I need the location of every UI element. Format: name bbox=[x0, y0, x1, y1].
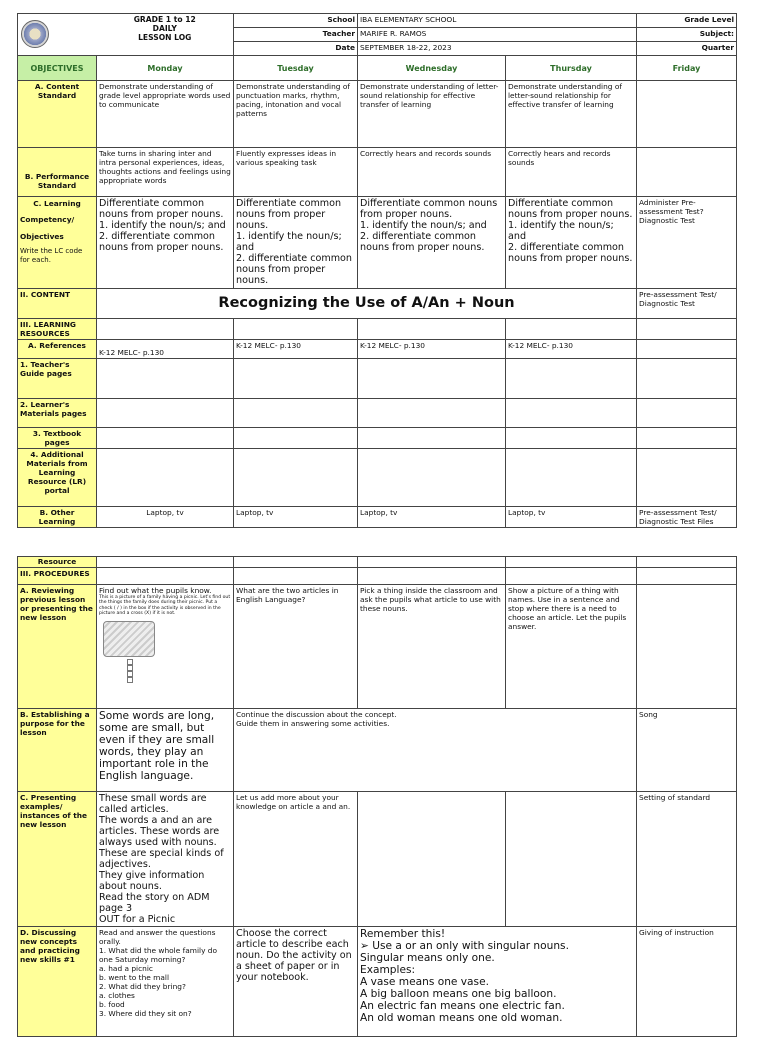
learning-resources-friday bbox=[637, 319, 737, 340]
lc-label-a: C. Learning bbox=[33, 199, 81, 208]
procedures-wednesday bbox=[358, 568, 506, 585]
establishing-label: B. Establishing a purpose for the lesson bbox=[18, 709, 97, 792]
discussing-label: D. Discussing new concepts and practicing new skills #1 bbox=[18, 927, 97, 1037]
learning-resources-monday bbox=[97, 319, 234, 340]
performance-standard-tuesday: Fluently expresses ideas in various speaking task bbox=[234, 148, 358, 197]
learners-materials-tuesday bbox=[234, 399, 358, 428]
procedures-label: III. PROCEDURES bbox=[18, 568, 97, 585]
reviewing-friday bbox=[637, 585, 737, 709]
performance-standard-wednesday: Correctly hears and records sounds bbox=[358, 148, 506, 197]
textbook-label: 3. Textbook pages bbox=[18, 428, 97, 449]
title-line-2: DAILY bbox=[152, 24, 177, 33]
reviewing-tuesday: What are the two articles in English Language? bbox=[234, 585, 358, 709]
lc-label-c: Objectives bbox=[20, 232, 64, 241]
reviewing-monday bbox=[97, 585, 234, 709]
teachers-guide-monday bbox=[97, 359, 234, 399]
teacher-value: MARIFE R. RAMOS bbox=[358, 28, 637, 42]
thursday-header: Thursday bbox=[506, 56, 637, 81]
grade-level-label: Grade Level bbox=[637, 14, 737, 28]
teachers-guide-tuesday bbox=[234, 359, 358, 399]
title-line-1: GRADE 1 to 12 bbox=[133, 15, 196, 24]
learning-competency-label bbox=[18, 197, 97, 289]
discussing-monday: Read and answer the questions orally. 1. What did the whole family do one Saturday morning? a. had a picnic b. went to the mall 2. What did they bring? a. clothes b. food 3. Where did they sit on? bbox=[97, 927, 234, 1037]
additional-materials-label: 4. Additional Materials from Learning Resource (LR) portal bbox=[18, 449, 97, 507]
reviewing-wednesday: Pick a thing inside the classroom and ask the pupils what article to use with these nouns. bbox=[358, 585, 506, 709]
establishing-tue-thu: Continue the discussion about the concept. Guide them in answering some activities. bbox=[234, 709, 637, 792]
friday-header: Friday bbox=[637, 56, 737, 81]
learners-materials-friday bbox=[637, 399, 737, 428]
checkbox-icon bbox=[127, 677, 133, 683]
content-label: II. CONTENT bbox=[18, 289, 97, 319]
discussing-tuesday: Choose the correct article to describe each noun. Do the activity on a sheet of paper or in your notebook. bbox=[234, 927, 358, 1037]
lesson-log-title bbox=[97, 14, 234, 56]
deped-logo-cell bbox=[18, 14, 97, 56]
discussing-wed-thu: Remember this! ➢ Use a or an only with singular nouns. Singular means only one. Examples: A vase means one vase. A big balloon means one big balloon. An electric fan means one electric fan. An old woman means one old woman. bbox=[358, 927, 637, 1037]
establishing-monday: Some words are long, some are small, but even if they are small words, they play an important role in the English language. bbox=[97, 709, 234, 792]
learning-resources-tuesday bbox=[234, 319, 358, 340]
other-resources-wednesday: Laptop, tv bbox=[358, 507, 506, 528]
references-tuesday: K-12 MELC- p.130 bbox=[234, 340, 358, 359]
other-resources-monday: Laptop, tv bbox=[97, 507, 234, 528]
additional-materials-tuesday bbox=[234, 449, 358, 507]
tuesday-header: Tuesday bbox=[234, 56, 358, 81]
additional-materials-friday bbox=[637, 449, 737, 507]
reviewing-thursday: Show a picture of a thing with names. Use in a sentence and stop where there is a need to choose an article. Let the pupils answer. bbox=[506, 585, 637, 709]
resource-thursday bbox=[506, 557, 637, 568]
learning-resources-label: III. LEARNING RESOURCES bbox=[18, 319, 97, 340]
title-line-3: LESSON LOG bbox=[138, 33, 192, 42]
presenting-tuesday: Let us add more about your knowledge on article a and an. bbox=[234, 792, 358, 927]
learners-materials-monday bbox=[97, 399, 234, 428]
textbook-wednesday bbox=[358, 428, 506, 449]
other-resources-friday: Pre-assessment Test/ Diagnostic Test Files bbox=[637, 507, 737, 528]
textbook-monday bbox=[97, 428, 234, 449]
learning-resources-thursday bbox=[506, 319, 637, 340]
presenting-label: C. Presenting examples/ instances of the new lesson bbox=[18, 792, 97, 927]
discussing-friday: Giving of instruction bbox=[637, 927, 737, 1037]
other-resources-thursday: Laptop, tv bbox=[506, 507, 637, 528]
additional-materials-monday bbox=[97, 449, 234, 507]
lesson-log-table-page1 bbox=[17, 13, 737, 528]
learners-materials-label: 2. Learner's Materials pages bbox=[18, 399, 97, 428]
learning-competency-thursday: Differentiate common nouns from proper nouns. 1. identify the noun/s; and 2. differentiate common nouns from proper nouns. bbox=[506, 197, 637, 289]
learning-resources-wednesday bbox=[358, 319, 506, 340]
resource-monday bbox=[97, 557, 234, 568]
date-value: SEPTEMBER 18-22, 2023 bbox=[358, 42, 637, 56]
references-wednesday: K-12 MELC- p.130 bbox=[358, 340, 506, 359]
additional-materials-thursday bbox=[506, 449, 637, 507]
references-thursday: K-12 MELC- p.130 bbox=[506, 340, 637, 359]
presenting-monday: These small words are called articles. The words a and an are articles. These words are always used with nouns. These are special kinds of adjectives. They give information about nouns. Read the story on ADM page 3 OUT for a Picnic bbox=[97, 792, 234, 927]
reviewing-label: A. Reviewing previous lesson or presenting the new lesson bbox=[18, 585, 97, 709]
content-standard-friday bbox=[637, 81, 737, 148]
content-standard-tuesday: Demonstrate understanding of punctuation marks, rhythm, pacing, intonation and vocal patterns bbox=[234, 81, 358, 148]
presenting-thursday bbox=[506, 792, 637, 927]
teachers-guide-label: 1. Teacher's Guide pages bbox=[18, 359, 97, 399]
performance-standard-friday bbox=[637, 148, 737, 197]
learners-materials-thursday bbox=[506, 399, 637, 428]
content-standard-wednesday: Demonstrate understanding of letter-sound relationship for effective transfer of learning bbox=[358, 81, 506, 148]
textbook-thursday bbox=[506, 428, 637, 449]
learning-competency-monday: Differentiate common nouns from proper nouns. 1. identify the noun/s; and 2. differentiate common nouns from proper nouns. bbox=[97, 197, 234, 289]
teachers-guide-thursday bbox=[506, 359, 637, 399]
other-resources-tuesday: Laptop, tv bbox=[234, 507, 358, 528]
wednesday-header: Wednesday bbox=[358, 56, 506, 81]
monday-header: Monday bbox=[97, 56, 234, 81]
references-label: A. References bbox=[18, 340, 97, 359]
procedures-thursday bbox=[506, 568, 637, 585]
teachers-guide-friday bbox=[637, 359, 737, 399]
procedures-monday bbox=[97, 568, 234, 585]
learning-competency-tuesday: Differentiate common nouns from proper nouns. 1. identify the noun/s; and 2. differentiate common nouns from proper nouns. bbox=[234, 197, 358, 289]
resource-friday bbox=[637, 557, 737, 568]
presenting-wednesday bbox=[358, 792, 506, 927]
performance-standard-monday: Take turns in sharing inter and intra personal experiences, ideas, thoughts actions and feelings using appropriate words bbox=[97, 148, 234, 197]
deped-seal-icon bbox=[21, 20, 49, 48]
procedures-tuesday bbox=[234, 568, 358, 585]
resource-tuesday bbox=[234, 557, 358, 568]
procedures-friday bbox=[637, 568, 737, 585]
establishing-friday: Song bbox=[637, 709, 737, 792]
learning-competency-wednesday: Differentiate common nouns from proper nouns. 1. identify the noun/s; and 2. differentiate common nouns from proper nouns. bbox=[358, 197, 506, 289]
family-picnic-picture-icon bbox=[103, 621, 155, 657]
content-standard-thursday: Demonstrate understanding of letter-sound relationship for effective transfer of learning bbox=[506, 81, 637, 148]
additional-materials-wednesday bbox=[358, 449, 506, 507]
textbook-tuesday bbox=[234, 428, 358, 449]
content-standard-monday: Demonstrate understanding of grade level appropriate words used to communicate bbox=[97, 81, 234, 148]
checklist-item-4 bbox=[99, 677, 231, 683]
date-label: Date bbox=[234, 42, 358, 56]
school-value: IBA ELEMENTARY SCHOOL bbox=[358, 14, 637, 28]
resource-label: Resource bbox=[18, 557, 97, 568]
quarter-label: Quarter bbox=[637, 42, 737, 56]
content-standard-label: A. Content Standard bbox=[18, 81, 97, 148]
references-monday: K-12 MELC- p.130 bbox=[97, 340, 234, 359]
performance-standard-label: B. Performance Standard bbox=[18, 148, 97, 197]
content-friday: Pre-assessment Test/ Diagnostic Test bbox=[637, 289, 737, 319]
performance-standard-thursday: Correctly hears and records sounds bbox=[506, 148, 637, 197]
reviewing-monday-instructions: This is a picture of a family having a picnic. Let's find out the things the family does during their picnic. Put a check ( / ) in the box if the activity is observed in the picture and a cross (X) if it is not. bbox=[99, 595, 231, 617]
textbook-friday bbox=[637, 428, 737, 449]
teacher-label: Teacher bbox=[234, 28, 358, 42]
lc-label-note: Write the LC code for each. bbox=[20, 247, 83, 264]
objectives-header: OBJECTIVES bbox=[18, 56, 97, 81]
presenting-friday: Setting of standard bbox=[637, 792, 737, 927]
other-resources-label: B. Other Learning bbox=[18, 507, 97, 528]
reviewing-monday-main: Find out what the pupils know. bbox=[99, 586, 212, 595]
learners-materials-wednesday bbox=[358, 399, 506, 428]
school-label: School bbox=[234, 14, 358, 28]
teachers-guide-wednesday bbox=[358, 359, 506, 399]
lc-label-b: Competency/ bbox=[20, 215, 75, 224]
content-title: Recognizing the Use of A/An + Noun bbox=[97, 289, 637, 319]
lesson-log-table-page2 bbox=[17, 556, 737, 1037]
references-friday bbox=[637, 340, 737, 359]
subject-label: Subject: bbox=[637, 28, 737, 42]
learning-competency-friday: Administer Pre-assessment Test? Diagnostic Test bbox=[637, 197, 737, 289]
resource-wednesday bbox=[358, 557, 506, 568]
